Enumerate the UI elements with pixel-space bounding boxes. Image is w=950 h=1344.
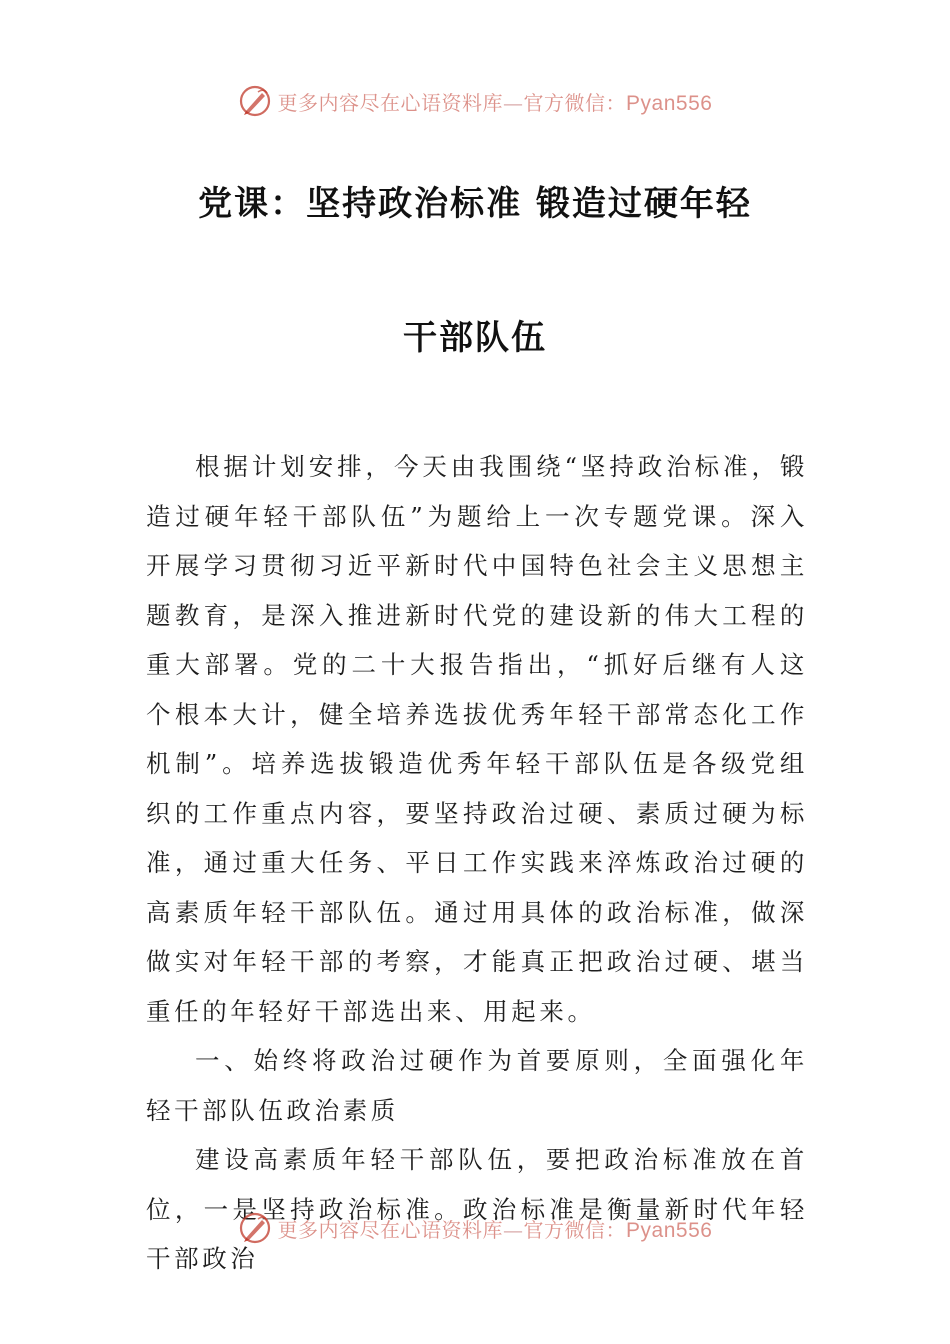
document-title-line-1: 党课：坚持政治标准 锻造过硬年轻 (198, 184, 752, 224)
document-title-line-2: 干部队伍 (403, 318, 547, 358)
pen-logo-icon (238, 1211, 272, 1245)
watermark-separator: — (503, 1217, 524, 1242)
header-watermark (0, 84, 950, 118)
watermark-label: 官方微信： (523, 90, 627, 115)
watermark-label: 官方微信： (523, 1217, 627, 1242)
watermark-separator: — (503, 90, 524, 115)
document-body (146, 442, 808, 1284)
body-paragraph-intro: 根据计划安排，今天由我围绕“坚持政治标准，锻造过硬年轻干部队伍”为题给上一次专题党课。深入开展学习贯彻习近平新时代中国特色社会主义思想主题教育，是深入推进新时代党的建设新的伟大工程的重大部署。党的二十大报告指出，“抓好后继有人这个根本大计，健全培养选拔优秀年轻干部常态化工作机制”。培养选拔锻造优秀年轻干部队伍是各级党组织的工作重点内容，要坚持政治过硬、素质过硬为标准，通过重大任务、平日工作实践来淬炼政治过硬的高素质年轻干部队伍。通过用具体的政治标准，做深做实对年轻干部的考察，才能真正把政治过硬、堪当重任的年轻好干部选出来、用起来。 (146, 452, 808, 1026)
watermark-text (278, 1214, 713, 1243)
section-heading-1: 一、始终将政治过硬作为首要原则，全面强化年轻干部队伍政治素质 (146, 1046, 808, 1125)
watermark-wechat-id: Pyan556 (626, 1218, 713, 1242)
watermark-slogan: 更多内容尽在心语资料库 (277, 90, 504, 115)
watermark-wechat-id: Pyan556 (626, 91, 713, 115)
footer-watermark (0, 1211, 950, 1245)
body-paragraph-section-1: 建设高素质年轻干部队伍，要把政治标准放在首位，一是坚持政治标准。政治标准是衡量新时代年轻干部政治 (146, 1145, 808, 1273)
pen-logo-icon (238, 84, 272, 118)
watermark-text (278, 87, 713, 116)
watermark-slogan: 更多内容尽在心语资料库 (277, 1217, 504, 1242)
